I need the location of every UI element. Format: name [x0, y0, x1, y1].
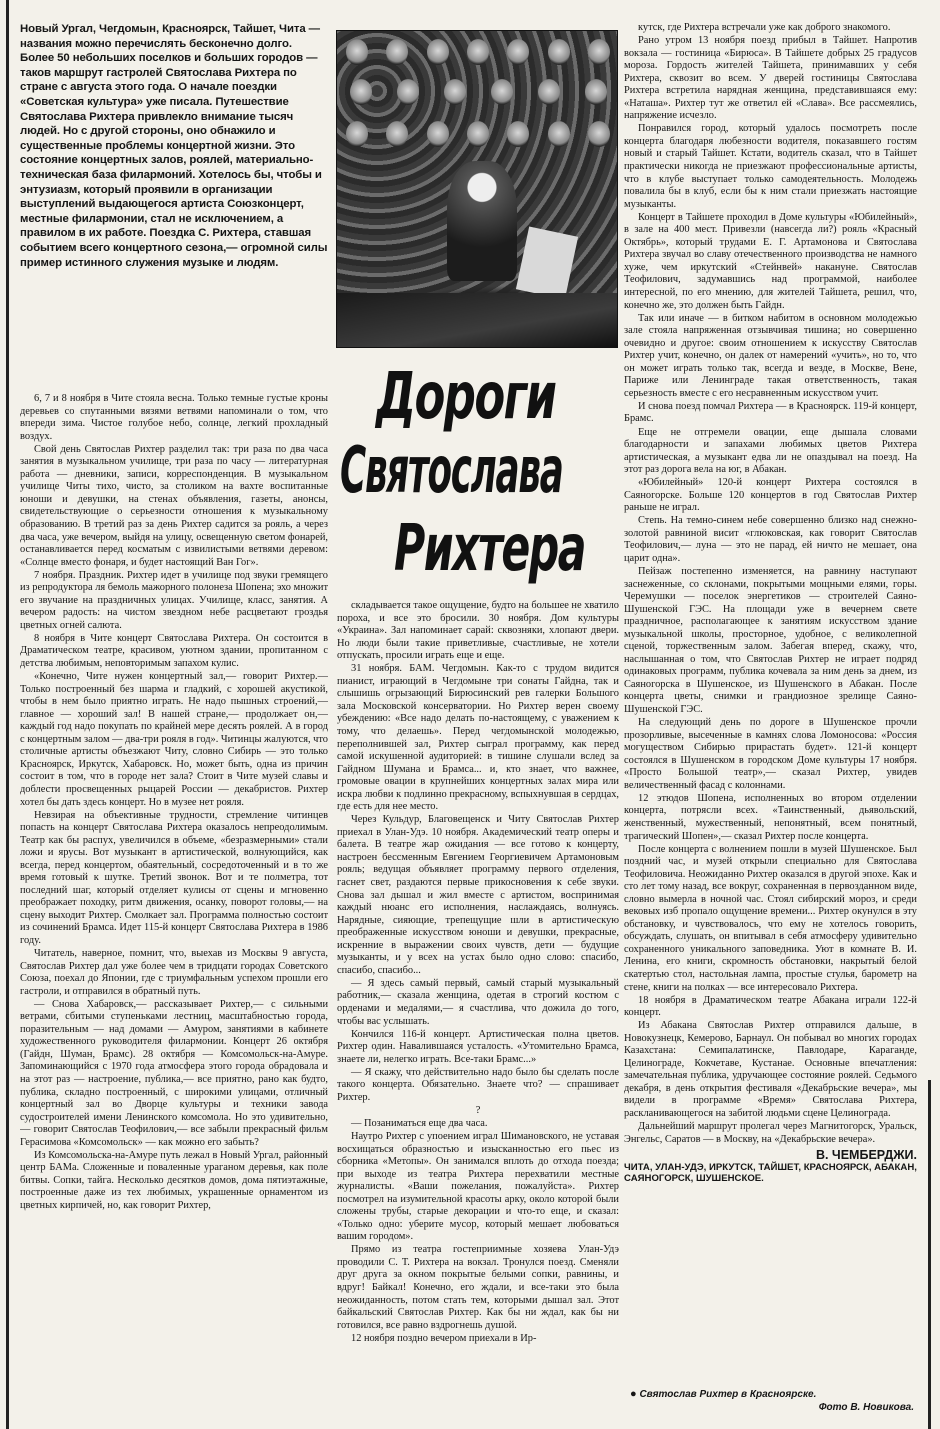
paragraph: «Юбилейный» 120-й концерт Рихтера состоялся в Саяногорске. Больше 120 концертов в год Святослав Рихтер раньше не играл. — [624, 477, 917, 514]
paragraph: — Я здесь самый первый, самый старый музыкальный работник,— сказала женщина, одетая в строгий костюм с орденами и медалями,— я счастлива, что дожила до того, чтобы вас услышать. — [337, 977, 619, 1027]
headline-line-3: Рихтера — [394, 512, 586, 586]
caption-bullet-icon: ● — [630, 1388, 637, 1400]
paragraph: Пейзаж постепенно изменяется, на равнину наступают заснеженные, со склонами, покрытыми мощными елями, горы. Черемушки — поселок энергетиков — строителей Саяно-Шушенской ГЭС. На площади уже в вечернем свете праздничное, располагающее к занятиям искусством здание музыкальной школы, просторное, удобное, с великолепной сценой, торжественным залом. Забегая вперед, скажу, что, наслышанная о том, что Святослав Рихтер не играет подряд одинаковых программ, публика кочевала за ним день за днем, из Саяногорска в Шушенское, из Шушенского в Абакан. После концерта цветы, снимки и грандиозное зрелище Саяно-Шушенской ГЭС. — [624, 566, 917, 716]
paragraph: Концерт в Тайшете проходил в Доме культуры «Юбилейный», в зале на 400 мест. Привезли (навсегда ли?) рояль «Красный Октябрь», который трудами Е. Г. Артамонова и Святослава Рихтера звучал во славу отечественного производства не намного хуже, чем иркутский «Стейнвей» накануне. Святослав Теофилович, задумавшись над программой, наиболее интересной, по его мнению, для жителей Тайшета, решил, что, конечно же, это должен быть Гайдн. — [624, 211, 917, 311]
right-margin-rule — [928, 1080, 931, 1429]
paragraph: 6, 7 и 8 ноября в Чите стояла весна. Только темные густые кроны деревьев со спутанными вязями ветвями напоминали о том, что впереди зима. Чистое голубое небо, солнце, легкий прохладный воздух. — [20, 393, 328, 442]
paragraph: Так или иначе — в битком набитом в основном молодежью зале стояла напряженная отзывчивая тишина; но совершенно очевидно и другое: своим отношением к искусству Святослав Рихтер учит, конечно, он далек от намерений «учить», но то, что он может играть только так, всегда и везде, в Москве, Вене, Париже или Ленинграде такая ответственность, такая серьезность вместе с его несравненным искусством учит. — [624, 312, 917, 399]
paragraph: 7 ноября. Праздник. Рихтер идет в училище под звуки гремящего из репродуктора ля бемоль мажорного полонеза Шопена; эхо множит его звучание на праздничных улицах. Училище, класс, занятия. А вечером радость: на чистом звездном небе расцветают гроздья цветных огней салюта. — [20, 569, 328, 631]
paragraph: 18 ноября в Драматическом театре Абакана играли 122-й концерт. — [624, 994, 917, 1019]
article-column-2 — [337, 600, 619, 1423]
photo-audience-row — [337, 39, 618, 79]
article-lead: Новый Ургал, Чегдомын, Красноярск, Тайшет, Чита — названия можно перечислять бесконечно долго. Более 50 небольших поселков и больших городов — таков маршрут гастролей Святослава Рихтера по стране с августа этого года. О начале поездки «Советская культура» уже писала. Путешествие Святослава Рихтера привлекло внимание тысяч людей. Но с другой стороны, оно обнажило и существенные проблемы концертной жизни. Это состояние концертных залов, роялей, материально-техническая база филармоний. Хотелось бы, чтобы и энтузиазм, который проявили в организации выступлений выдающегося артиста Союзконцерт, местные филармонии, стал не исключением, а правилом в их работе. Поездка С. Рихтера, ставшая событием всего концертного сезона,— огромной силы пример истинного служения музыке и людям. — [20, 23, 328, 269]
paragraph: — Я скажу, что действительно надо было бы сделать после такого концерта. Обязательно. Знаете что? — спрашивает Рихтер. — [337, 1066, 619, 1103]
article-column-1 — [20, 393, 328, 1423]
dateline-places: ЧИТА, УЛАН-УДЭ, ИРКУТСК, ТАЙШЕТ, КРАСНОЯРСК, АБАКАН, САЯНОГОРСК, ШУШЕНСКОЕ. — [624, 1162, 917, 1185]
paragraph: «Конечно, Чите нужен концертный зал,— говорит Рихтер.— Только построенный без шарма и гладкий, с хорошей акустикой, чтобы в нем было приятно играть. Не надо пышных строений,— главное — хороший зал! В нашей стране,— продолжает он,— каждый год надо покупать по крайней мере десять роялей. А в город с концертным залом — два-три рояля в год». Читинцы жалуются, что столичные артисты объезжают Читу, словно Сибирь — это только Красноярск, Иркутск, Хабаровск. Но, может быть, одна из причин состоит в том, что в городе нет зала? Стоит в Чите музей славы и доблести просвещенных рыцарей России — декабристов. Рихтер хотел бы дать здесь концерт. Но в музее нет рояля. — [20, 671, 328, 808]
paragraph: 31 ноября. БАМ. Чегдомын. Как-то с трудом видится пианист, играющий в Чегдомыне три сонаты Гайдна, так и слышишь огрызающий Бирюсинский рев галерки Большого зала Московской консерватории. Но Рихтер верен своему убеждению: «Все надо делать по-настоящему, с уважением к тому, что делаешь». Перед чегдомынской молодежью, переполнившей зал, Рихтер сыграл программу, как перед самой искушенной аудиторией: в тишине слушали вслед за Гайдном Шумана и Брамса... и, кто знает, что важнее, громовые овации в крупнейших концертных залах мира или искра любви к подлинно прекрасному, вспыхнувшая в сердцах, где есть для нее место. — [337, 663, 619, 813]
author-signature: В. ЧЕМБЕРДЖИ. — [815, 1148, 917, 1163]
column-3-body — [624, 22, 917, 1146]
paragraph: Прямо из театра гостеприимные хозяева Улан-Удэ проводили С. Т. Рихтера на вокзал. Тронулся поезд. Сменяли друг друга за окном покрытые белыми сопки, равнины, и вдруг! Байкал! Конечно, его ждали, и все-таки это была неожиданность, потом стать тем, которыми дышал зал. Этот байкальский Святослав Рихтер. Как бы ни ждал, как бы ни готовился, все равно вздрогнешь душой. — [337, 1244, 619, 1331]
photo-audience-row — [337, 79, 618, 119]
paragraph: Из Комсомольска-на-Амуре путь лежал в Новый Ургал, районный центр БАМа. Сложенные и поваленные ураганом деревья, как поле битвы. Сопки, тайга. Несколько десятков домов, дома пятиэтажные, построенные даже из тех любимых, украшенные орнаментом из цветных кирпичей, но, как говорит Рихтер, — [20, 1149, 328, 1211]
article-column-3 — [624, 22, 917, 1362]
paragraph: 8 ноября в Чите концерт Святослава Рихтера. Он состоится в Драматическом театре, красивом, уютном здании, пропитанном с детства любимым, неповторимым запахом кулис. — [20, 632, 328, 669]
paragraph: кутск, где Рихтера встречали уже как доброго знакомого. — [638, 22, 891, 33]
paragraph: Из Абакана Святослав Рихтер отправился дальше, в Новокузнецк, Кемерово, Барнаул. Он побывал во многих городах Казахстана: Семипалатинске, Павлодаре, Караганде, Целинограде, Кокчетаве, Кустанае. Основные впечатления: замечательная публика, удручающее состояние роялей. Седьмого декабря, в день открытия фестиваля «Декабрьские вечера», мы видели в программе «Время» Святослава Рихтера, раскланивающегося на забитой людьми сцене Целинограда. — [624, 1020, 917, 1120]
concert-photo — [336, 30, 618, 348]
paragraph: — Позаниматься еще два часа. — [351, 1117, 488, 1129]
photo-credit: Фото В. Новикова. — [818, 1402, 914, 1413]
paragraph: После концерта с волнением пошли в музей Шушенское. Был поздний час, и музей открыли специально для Святослава Теофиловича. Неожиданно Рихтер оказался в другой эпохе. Как и сто лет тому назад, все вокруг, сохраненная в первозданном виде, словно вымерла в ночной час. Стоял сибирский мороз, и среди вековых изб пропало ощущение времени... Рихтер окунулся в эту обстановку, и чувствовалось, что ему не хотелось говорить, обсуждать, слушать, он впитывал в себя атмосферу удивительно сохраненного уникального заповедника. Уют в комнате В. И. Ленина, его книги, скромность обстановки, накрытый белой скатертью стол, настольная лампа, простые стулья, барометр на стене, книги на полках — все интересовало Рихтера. — [624, 843, 917, 993]
paragraph: складывается такое ощущение, будто на большее не хватило пороха, и все это бросили. 30 ноября. Дом культуры «Украина». Зал напоминает сарай: сквозняки, хлопают двери. Но люди были такие приветливые, счастливые, не хотели отпускать, просили играть еще и еще. — [337, 600, 619, 662]
paragraph: 12 ноября поздно вечером приехали в Ир- — [351, 1332, 537, 1344]
paragraph: — Снова Хабаровск,— рассказывает Рихтер,— с сильными ветрами, сбитыми ступеньками лестниц, масштабностью города, поразительным — над домами — Амуром, занятиями в кабинете художественного руководителя филармонии. Концерт 26 октября (Гайдн, Шуман, Брамс). 28 октября — Комсомольск-на-Амуре. Запоминающийся с 1970 года атмосфера этого города обрадовала и на этот раз — настроение, публика,— все приятно, рано как будто, публика, складно построенный, с широкими улицами, отличный концертный зал во Дворце культуры и техники завода судостроителей имени Ленинского комсомола. Но это удивительно,— говорит Святослав Теофилович,— все забыли прекрасный фильм Герасимова «Комсомольск» — как можно его забыть? — [20, 998, 328, 1148]
paragraph: На следующий день по дороге в Шушенское прочли прозорливые, высеченные в камнях слова Ломоносова: «Россия могуществом Сибирью прирастать будет». 121-й концерт состоялся в Шушенском в городском Доме культуры 17 ноября. «Просто Большой театр»,— сказал Рихтер, увидев величественный фасад с колоннами. — [624, 717, 917, 791]
paragraph: Еще не отгремели овации, еще дышала словами благодарности и запахами любимых цветов Рихтера артистическая, а музыкант едва ли не опаздывал на поезд. На этот раз дорога вела на юг, в Абакан. — [624, 426, 917, 476]
headline-line-2: Святослава — [340, 434, 563, 508]
paragraph: Наутро Рихтер с упоением играл Шимановского, не уставая восхищаться образностью и изысканностью его пьес из сборника «Метопы». Он занимался вплоть до отхода поезда; при выходе из театра Рихтера перехватили местные журналисты. «Ваши пожелания, пожалуйста». Рихтер посмотрел на изумительной красоты арку, около которой были сложены трубы, старые декорации и что-то еще, и сказал: «Только одно: уберите мусор, который мешает любоваться вашим городом». — [337, 1130, 619, 1243]
paragraph: 12 этюдов Шопена, исполненных во втором отделении концерта, потрясли всех. «Таинственный, дьявольский, женственный, мужественный, непонятный, всем понятный, трагический Шопен»,— сказал Рихтер после концерта. — [624, 792, 917, 842]
paragraph: Степь. На темно-синем небе совершенно близко над снежно-золотой равниной висит «глюковская, как говорит Святослав Теофилович,— луна — это не парад, ей ничто не мешает, она царит одна». — [624, 515, 917, 564]
photo-pianist-figure — [447, 161, 517, 281]
caption-text: Святослав Рихтер в Красноярске. — [639, 1389, 817, 1400]
photo-piano — [337, 293, 618, 348]
paragraph: И снова поезд помчал Рихтера — в Красноярск. 119-й концерт, Брамс. — [624, 400, 917, 425]
headline — [336, 356, 620, 592]
paragraph: Кончился 116-й концерт. Артистическая полна цветов. Рихтер один. Навалившаяся усталость. «Утомительно Брамса, знаете ли, нелегко играть. Все-таки Брамс...» — [337, 1028, 619, 1065]
paragraph: Понравился город, который удалось посмотреть после концерта благодаря любезности водителя, показавшего гостям новый и старый Тайшет. Кстати, водитель сказал, что в Тайшет практически никогда не приезжают профессиональные артисты, что в клубе выступает только самодеятельность. Молодежь повалила бы в клуб, если бы к ним стали приезжать настоящие музыканты. — [624, 123, 917, 210]
paragraph: Рано утром 13 ноября поезд прибыл в Тайшет. Напротив вокзала — гостиница «Бирюса». В Тайшете добрых 25 градусов мороза. Гордость жителей Тайшета, принимавших у себя Рихтера, сквозит во всем. У дверей гостиницы Святослава Рихтера встретила нарядная женщина, представившаяся ему: «Наташа». Рихтер тут же ответил ей «Слава». Все рассмеялись, напряжение исчезло. — [624, 35, 917, 122]
paragraph: Читатель, наверное, помнит, что, выехав из Москвы 9 августа, Святослав Рихтер дал уже более чем в тридцати городах Советского Союза, поехал до Японии, где с триумфальным успехом прошли его гастроли, и отправился в обратный путь. — [20, 948, 328, 997]
paragraph: ? — [475, 1104, 481, 1116]
paragraph: Невзирая на объективные трудности, стремление читинцев попасть на концерт Святослава Рихтера оказалось непреодолимым. Театр как бы распух, увеличился в объеме, «безразмерными» стали ложи и ярусы. Вот музыкант в артистической, волнующийся, как всегда, перед концертом, обаятельный, сосредоточенный и в то же время готовый к шутке. Третий звонок. Вот и те полметра, тот последний шаг, который отделяет кулисы от сцены и мгновенно преображает походку, ритм движения, осанку, поворот головы,— на сцену выходит Рихтер. Смолкает зал. Программа полностью состоит из сочинений Брамса. Идет 115-й концерт Святослава Рихтера в 1986 году. — [20, 809, 328, 947]
paragraph: Дальнейший маршрут пролегал через Магнитогорск, Уральск, Энгельс, Саратов — в Москву, на «Декабрьские вечера». — [624, 1121, 917, 1145]
left-column-rule — [6, 0, 9, 1429]
headline-line-1: Дороги — [376, 360, 556, 434]
photo-caption — [630, 1388, 920, 1414]
photo-sheet-music — [516, 227, 578, 300]
paragraph: Свой день Святослав Рихтер разделил так: три раза по два часа занятия в музыкальном училище, три раза по часу — литературная работа — дневники, записи, корреспонденция. В музыкальном училище Читы тихо, чисто, за столиком на вахте воспитанные юноши и девушки, на стенах объявления, газеты, анонсы, свидетельствующие о серьезности отношения к музыкальному образованию. В третий раз за день Рихтер садится за рояль, а через два часа, уже вечером, выйдя на улицу, освещенную светом фонарей, останавливается перед косматым с извилистыми ветвями деревом: «Солнце вместо фонаря, и будет настоящий Ван Гог». — [20, 443, 328, 568]
paragraph: Через Кульдур, Благовещенск и Читу Святослав Рихтер приехал в Улан-Удэ. 10 ноября. Академический театр оперы и балета. В театре жар ожидания — все готово к концерту, настроен бессменным Евгением Георгиевичем Артамоновым рояль; ведущая объявляет программу первого отделения, гаснет свет, раздаются первые прикосновения к себе звуки. Снова зал дышал и жил вместе с артистом, воспринимая каждый нюанс его исполнения, наслаждаясь, волнуясь. Нарядные, сияющие, трепещущие шли в артистическую преображенные искусством юноши и девушки, прекрасные, искренние в выражении своих чувств, дети — будущие музыканты, и у всех на устах было одно слово: спасибо, спасибо, спасибо... — [337, 814, 619, 976]
photo-audience-row — [337, 121, 618, 161]
